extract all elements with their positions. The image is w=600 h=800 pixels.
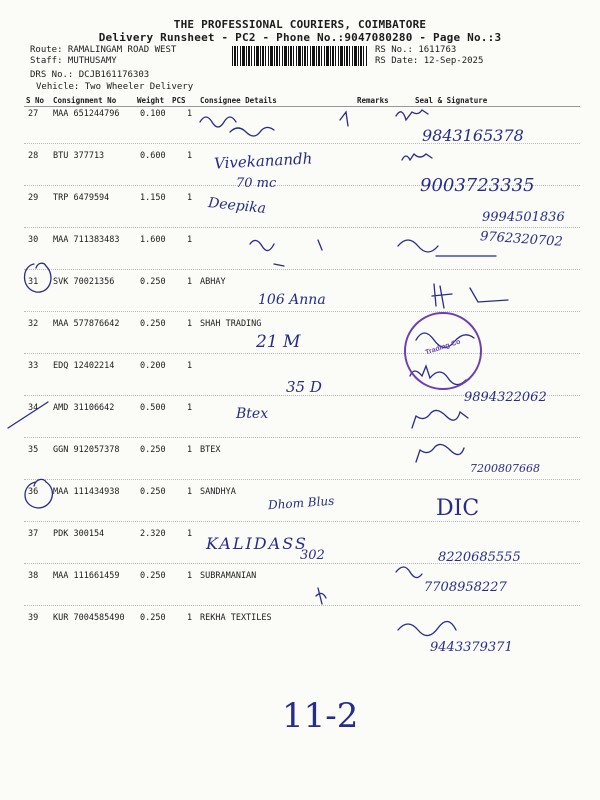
row-weight: 0.500 bbox=[140, 403, 166, 413]
hw-phone-39: 9443379371 bbox=[430, 640, 513, 655]
company-title: THE PROFESSIONAL COURIERS, COIMBATORE bbox=[173, 18, 427, 31]
row-consignment: MAA 111434938 bbox=[53, 487, 120, 497]
row-sno: 38 bbox=[28, 571, 39, 581]
hw-sign-36: DIC bbox=[436, 496, 480, 521]
row-consignee: REKHA TEXTILES bbox=[200, 613, 272, 623]
signature-31 bbox=[432, 284, 508, 308]
stamp-text: Trading Co bbox=[424, 338, 462, 357]
row-weight: 0.100 bbox=[140, 109, 166, 119]
row-consignee: BTEX bbox=[200, 445, 221, 455]
row-consignment: MAA 577876642 bbox=[53, 319, 120, 329]
signature-28 bbox=[402, 154, 432, 160]
row-sno: 28 bbox=[28, 151, 39, 161]
route-label: Route: RAMALINGAM ROAD WEST bbox=[30, 45, 177, 55]
vehicle-label: Vehicle: Two Wheeler Delivery bbox=[36, 82, 194, 92]
rs-number: RS No.: 1611763 bbox=[375, 45, 457, 55]
col-sno-header: S No bbox=[26, 96, 45, 105]
col-consignment-header: Consignment No bbox=[53, 96, 117, 105]
row-sno: 33 bbox=[28, 361, 39, 371]
runsheet-subtitle: Delivery Runsheet - PC2 - Phone No.:9047080280 - Page No.:3 bbox=[98, 31, 502, 44]
row-sno: 31 bbox=[28, 277, 39, 287]
row-weight: 1.150 bbox=[140, 193, 166, 203]
hw-phone-29: 9994501836 bbox=[482, 210, 565, 225]
row-weight: 0.600 bbox=[140, 151, 166, 161]
row-sno: 34 bbox=[28, 403, 39, 413]
row-consignment: BTU 377713 bbox=[53, 151, 105, 161]
rs-date: RS Date: 12-Sep-2025 bbox=[375, 56, 484, 66]
row-consignment: EDQ 12402214 bbox=[53, 361, 115, 371]
col-pcs-header: PCS bbox=[172, 96, 186, 105]
hw-phone-35: 7200807668 bbox=[470, 462, 540, 475]
row-consignee: ABHAY bbox=[200, 277, 226, 287]
circle-36-mark bbox=[25, 479, 52, 508]
row-weight: 0.250 bbox=[140, 319, 166, 329]
row-pcs: 1 bbox=[187, 151, 193, 161]
row-weight: 0.250 bbox=[140, 613, 166, 623]
hw-phone-38: 7708958227 bbox=[424, 580, 507, 595]
staff-label: Staff: MUTHUSAMY bbox=[30, 56, 117, 66]
hw-note-36: Dhom Blus bbox=[267, 493, 335, 513]
row-sno: 29 bbox=[28, 193, 39, 203]
col-seal-header: Seal & Signature bbox=[415, 96, 488, 105]
signature-34 bbox=[412, 410, 468, 428]
row-sno: 37 bbox=[28, 529, 39, 539]
row-weight: 0.200 bbox=[140, 361, 166, 371]
row-consignee: SUBRAMANIAN bbox=[200, 571, 257, 581]
row-sno: 27 bbox=[28, 109, 39, 119]
row-weight: 0.250 bbox=[140, 487, 166, 497]
row-pcs: 1 bbox=[187, 319, 193, 329]
row-pcs: 1 bbox=[187, 109, 193, 119]
row-consignment: PDK 300154 bbox=[53, 529, 105, 539]
row-pcs: 1 bbox=[187, 277, 193, 287]
hw-note-32: 21 M bbox=[256, 332, 301, 352]
slash-34-mark bbox=[8, 402, 48, 428]
row-sno: 30 bbox=[28, 235, 39, 245]
scribble-27 bbox=[200, 112, 348, 136]
hw-note-31: 106 Anna bbox=[258, 292, 326, 308]
row-consignment: MAA 111661459 bbox=[53, 571, 120, 581]
row-weight: 2.320 bbox=[140, 529, 166, 539]
hw-note-33: 35 D bbox=[286, 378, 322, 396]
hw-note-37: 302 bbox=[300, 548, 325, 563]
hw-name-29: Deepika bbox=[207, 195, 267, 217]
row-consignee: SHAH TRADING bbox=[200, 319, 262, 329]
row-pcs: 1 bbox=[187, 445, 193, 455]
row-consignment: SVK 70021356 bbox=[53, 277, 115, 287]
drs-number: DRS No.: DCJB161176303 bbox=[30, 70, 150, 80]
row-sno: 32 bbox=[28, 319, 39, 329]
row-pcs: 1 bbox=[187, 529, 193, 539]
row-consignment: GGN 912057378 bbox=[53, 445, 120, 455]
signature-39 bbox=[398, 621, 456, 635]
row-pcs: 1 bbox=[187, 235, 193, 245]
hw-phone-30: 9762320702 bbox=[479, 229, 564, 250]
row-pcs: 1 bbox=[187, 361, 193, 371]
signature-38 bbox=[396, 567, 422, 578]
company-seal-stamp bbox=[404, 312, 482, 390]
hw-name-34: Btex bbox=[236, 406, 269, 422]
hw-phone-37: 8220685555 bbox=[438, 550, 521, 565]
row-sno: 39 bbox=[28, 613, 39, 623]
hw-phone-34: 9894322062 bbox=[464, 390, 547, 405]
scribble-30 bbox=[250, 240, 322, 266]
row-consignment: MAA 651244796 bbox=[53, 109, 120, 119]
row-consignment: AMD 31106642 bbox=[53, 403, 115, 413]
hw-name-28: Vivekanandh bbox=[213, 149, 313, 173]
col-remarks-header: Remarks bbox=[357, 96, 389, 105]
row-sno: 36 bbox=[28, 487, 39, 497]
row-pcs: 1 bbox=[187, 613, 193, 623]
row-pcs: 1 bbox=[187, 571, 193, 581]
row-weight: 0.250 bbox=[140, 571, 166, 581]
signature-35 bbox=[416, 444, 464, 462]
row-weight: 1.600 bbox=[140, 235, 166, 245]
row-consignment: MAA 711383483 bbox=[53, 235, 120, 245]
row-pcs: 1 bbox=[187, 487, 193, 497]
row-consignment: TRP 6479594 bbox=[53, 193, 110, 203]
row-weight: 0.250 bbox=[140, 445, 166, 455]
hw-phone-27: 9843165378 bbox=[422, 126, 524, 145]
hw-footer-count: 11-2 bbox=[282, 696, 359, 736]
row-weight: 0.250 bbox=[140, 277, 166, 287]
row-sno: 35 bbox=[28, 445, 39, 455]
row-consignee: SANDHYA bbox=[200, 487, 236, 497]
row-pcs: 1 bbox=[187, 403, 193, 413]
circle-31-mark bbox=[25, 263, 51, 292]
col-consignee-header: Consignee Details bbox=[200, 96, 277, 105]
mark-38-extra bbox=[316, 588, 326, 604]
hw-note-29: 70 mc bbox=[236, 176, 277, 191]
hw-name-37: KALIDASS bbox=[206, 534, 308, 553]
row-pcs: 1 bbox=[187, 193, 193, 203]
row-consignment: KUR 7004585490 bbox=[53, 613, 125, 623]
col-weight-header: Weight bbox=[137, 96, 165, 105]
hw-phone-28: 9003723335 bbox=[420, 175, 535, 196]
signature-27 bbox=[396, 110, 428, 120]
